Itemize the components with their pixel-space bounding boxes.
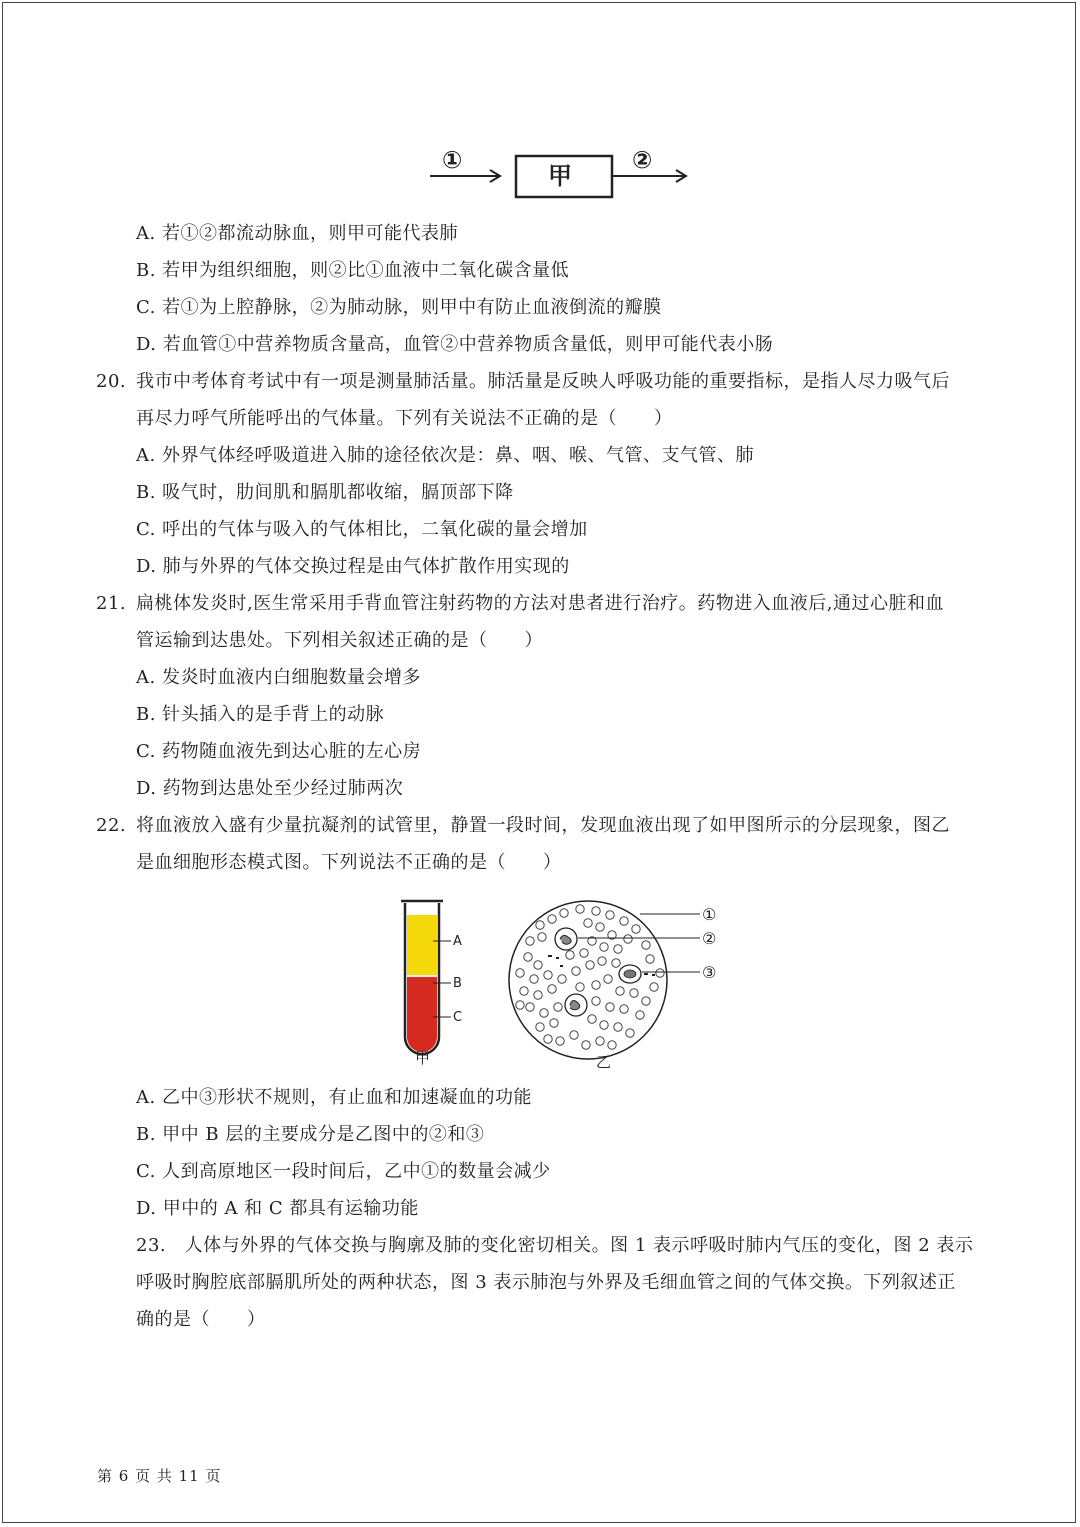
q21-option-d: D. 药物到达患处至少经过肺两次 — [136, 778, 404, 799]
q22-option-c: C. 人到高原地区一段时间后，乙中①的数量会减少 — [136, 1161, 551, 1182]
blood-cell-figure — [500, 895, 730, 1075]
tube-label-b: B — [453, 976, 462, 991]
smear-circle — [509, 901, 667, 1059]
tube-label-c: C — [453, 1010, 463, 1025]
q21-option-c: C. 药物随血液先到达心脏的左心房 — [136, 741, 422, 762]
cell-label-2: ② — [702, 929, 717, 948]
page-number: 第 6 页 共 11 页 — [97, 1467, 222, 1485]
q20-stem-line1: 我市中考体育考试中有一项是测量肺活量。肺活量是反映人呼吸功能的重要指标，是指人尽力吸气后 — [136, 371, 950, 392]
q22-number: 22. — [96, 815, 127, 836]
q20-option-a: A. 外界气体经呼吸道进入肺的途径依次是：鼻、咽、喉、气管、支气管、肺 — [136, 445, 754, 466]
q19-option-b: B. 若甲为组织细胞，则②比①血液中二氧化碳含量低 — [136, 260, 570, 281]
flow-out-label: ② — [632, 146, 653, 174]
q19-option-d: D. 若血管①中营养物质含量高，血管②中营养物质含量低，则甲可能代表小肠 — [136, 334, 774, 355]
q21-number: 21. — [96, 593, 127, 614]
q21-stem-line1: 扁桃体发炎时,医生常采用手背血管注射药物的方法对患者进行治疗。药物进入血液后,通过心脏和血 — [136, 593, 944, 614]
q22-stem-line1: 将血液放入盛有少量抗凝剂的试管里，静置一段时间，发现血液出现了如甲图所示的分层现象，图乙 — [136, 815, 950, 836]
q22-option-a: A. 乙中③形状不规则，有止血和加速凝血的功能 — [136, 1087, 532, 1108]
q23-stem-line2: 呼吸时胸腔底部膈肌所处的两种状态，图 3 表示肺泡与外界及毛细血管之间的气体交换。下列叙述正 — [136, 1272, 956, 1293]
q22-option-b: B. 甲中 B 层的主要成分是乙图中的②和③ — [136, 1124, 485, 1145]
q22-stem-line2: 是血细胞形态模式图。下列说法不正确的是（ ） — [136, 852, 562, 873]
q20-option-c: C. 呼出的气体与吸入的气体相比，二氧化碳的量会增加 — [136, 519, 588, 540]
q20-option-b: B. 吸气时，肋间肌和膈肌都收缩，膈顶部下降 — [136, 482, 514, 503]
white-blood-cell-3 — [619, 965, 641, 983]
cell-label-1: ① — [702, 905, 717, 924]
q23-stem-line3: 确的是（ ） — [136, 1309, 266, 1330]
q19-option-c: C. 若①为上腔静脉，②为肺动脉，则甲中有防止血液倒流的瓣膜 — [136, 297, 662, 318]
tube-plasma-layer — [407, 915, 437, 975]
white-blood-cell-2 — [565, 994, 587, 1016]
q22-option-d: D. 甲中的 A 和 C 都具有运输功能 — [136, 1198, 419, 1219]
flow-in-label: ① — [442, 146, 463, 174]
q20-option-d: D. 肺与外界的气体交换过程是由气体扩散作用实现的 — [136, 556, 570, 577]
q21-option-b: B. 针头插入的是手背上的动脉 — [136, 704, 385, 725]
tube-caption: 甲 — [415, 1049, 431, 1067]
q19-option-a: A. 若①②都流动脉血，则甲可能代表肺 — [136, 223, 458, 244]
cell-caption: 乙 — [596, 1053, 612, 1071]
q20-number: 20. — [96, 371, 127, 392]
q21-option-a: A. 发炎时血液内白细胞数量会增多 — [136, 667, 421, 688]
tube-label-a: A — [453, 934, 462, 949]
flow-box-label: 甲 — [548, 162, 572, 190]
q23-stem-line1: 23. 人体与外界的气体交换与胸廓及肺的变化密切相关。图 1 表示呼吸时肺内气压的变化，图 2 表示 — [136, 1235, 974, 1256]
flow-diagram — [420, 140, 700, 210]
test-tube-figure — [395, 895, 485, 1070]
tube-cell-layer — [407, 977, 437, 1052]
cell-label-3: ③ — [702, 963, 717, 982]
white-blood-cell-1 — [555, 928, 577, 950]
q20-stem-line2: 再尽力呼气所能呼出的气体量。下列有关说法不正确的是（ ） — [136, 408, 673, 429]
q21-stem-line2: 管运输到达患处。下列相关叙述正确的是（ ） — [136, 630, 543, 651]
